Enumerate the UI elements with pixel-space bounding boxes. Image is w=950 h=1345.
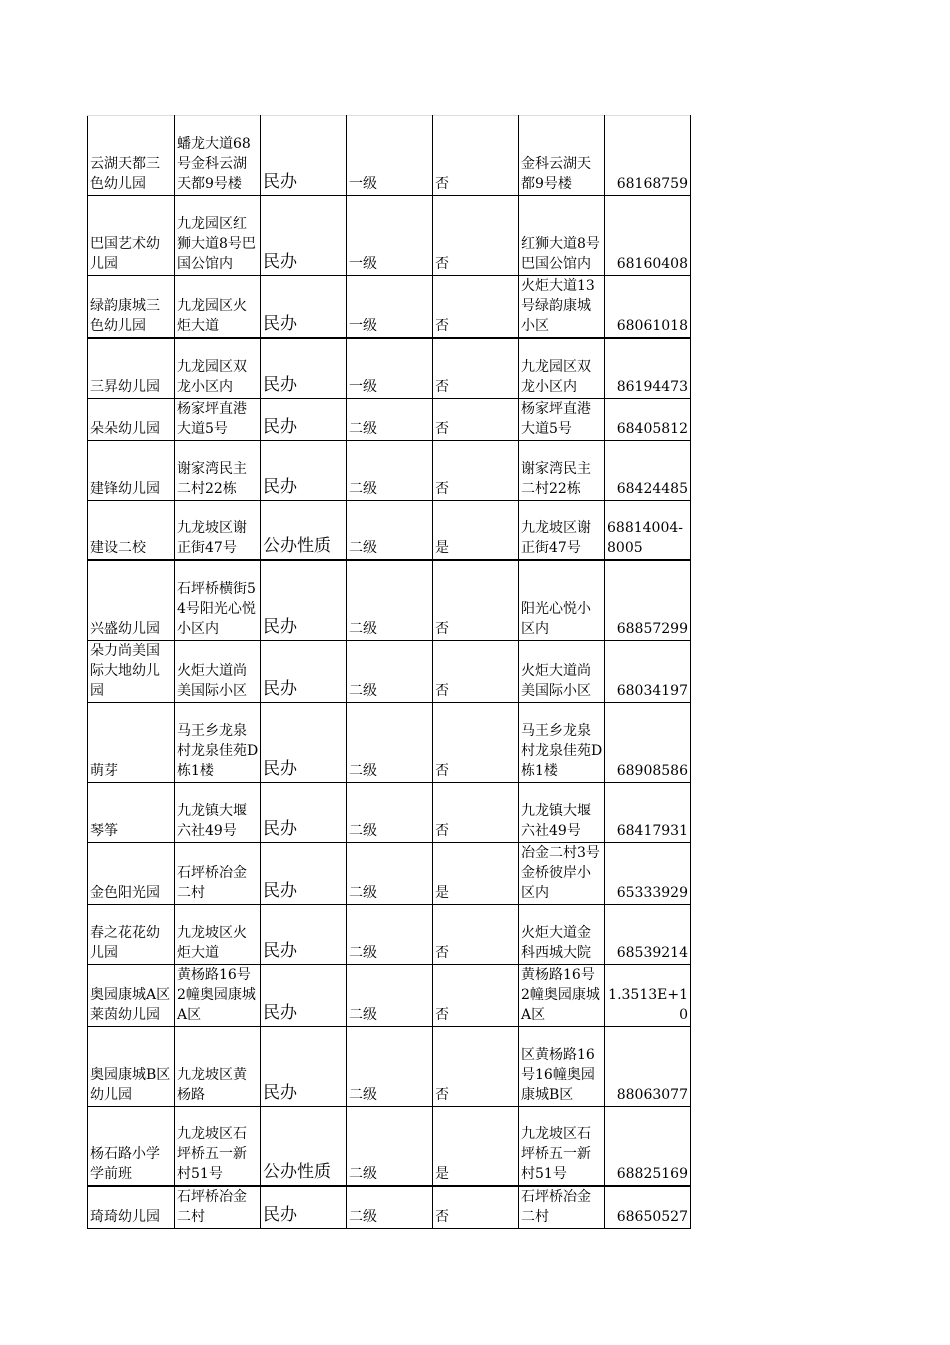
- kindergarten-name-cell: 朵朵幼儿园: [88, 398, 175, 440]
- yes-no-cell: 是: [433, 500, 519, 560]
- ownership-type-cell: 民办: [261, 276, 347, 339]
- ownership-type-cell: 公办性质: [261, 500, 347, 560]
- address-cell: 九龙坡区谢正街47号: [175, 500, 261, 560]
- kindergarten-name-cell: 奥园康城B区幼儿园: [88, 1026, 175, 1106]
- table-row: [88, 116, 691, 196]
- table-row: [88, 842, 691, 904]
- location-cell: 红狮大道8号巴国公馆内: [519, 196, 605, 276]
- yes-no-cell: 否: [433, 276, 519, 339]
- kindergarten-name-cell: 奥园康城A区莱茵幼儿园: [88, 964, 175, 1026]
- location-cell: 火炬大道金科西城大院: [519, 904, 605, 964]
- ownership-type-cell: 民办: [261, 782, 347, 842]
- grade-level-cell: 二级: [347, 560, 433, 640]
- location-cell: 九龙镇大堰六社49号: [519, 782, 605, 842]
- kindergarten-table: [87, 115, 691, 1229]
- location-cell: 金科云湖天都9号楼: [519, 116, 605, 196]
- table-row: [88, 338, 691, 398]
- phone-cell: 68417931: [605, 782, 691, 842]
- phone-cell: 68405812: [605, 398, 691, 440]
- yes-no-cell: 否: [433, 904, 519, 964]
- address-cell: 石坪桥冶金二村: [175, 842, 261, 904]
- table-row: [88, 1026, 691, 1106]
- location-cell: 火炬大道尚美国际小区: [519, 640, 605, 702]
- phone-cell: 68168759: [605, 116, 691, 196]
- ownership-type-cell: 民办: [261, 842, 347, 904]
- grade-level-cell: 二级: [347, 1026, 433, 1106]
- ownership-type-cell: 民办: [261, 338, 347, 398]
- grade-level-cell: 二级: [347, 702, 433, 782]
- grade-level-cell: 二级: [347, 904, 433, 964]
- address-cell: 石坪桥冶金二村: [175, 1186, 261, 1229]
- grade-level-cell: 一级: [347, 338, 433, 398]
- address-cell: 杨家坪直港大道5号: [175, 398, 261, 440]
- yes-no-cell: 否: [433, 1026, 519, 1106]
- phone-cell: 68814004-8005: [605, 500, 691, 560]
- table-row: [88, 1106, 691, 1186]
- address-cell: 马王乡龙泉村龙泉佳苑D栋1楼: [175, 702, 261, 782]
- kindergarten-name-cell: 兴盛幼儿园: [88, 560, 175, 640]
- location-cell: 火炬大道13号绿韵康城小区: [519, 276, 605, 339]
- yes-no-cell: 否: [433, 1186, 519, 1229]
- yes-no-cell: 是: [433, 1106, 519, 1186]
- address-cell: 谢家湾民主二村22栋: [175, 440, 261, 500]
- phone-cell: 68825169: [605, 1106, 691, 1186]
- ownership-type-cell: 公办性质: [261, 1106, 347, 1186]
- address-cell: 火炬大道尚美国际小区: [175, 640, 261, 702]
- table-row: [88, 500, 691, 560]
- phone-cell: 1.3513E+10: [605, 964, 691, 1026]
- kindergarten-name-cell: 杨石路小学学前班: [88, 1106, 175, 1186]
- address-cell: 九龙坡区黄杨路: [175, 1026, 261, 1106]
- kindergarten-name-cell: 金色阳光园: [88, 842, 175, 904]
- yes-no-cell: 否: [433, 640, 519, 702]
- grade-level-cell: 二级: [347, 1186, 433, 1229]
- address-cell: 石坪桥横街54号阳光心悦小区内: [175, 560, 261, 640]
- location-cell: 九龙园区双龙小区内: [519, 338, 605, 398]
- ownership-type-cell: 民办: [261, 640, 347, 702]
- ownership-type-cell: 民办: [261, 196, 347, 276]
- phone-cell: 86194473: [605, 338, 691, 398]
- address-cell: 九龙园区火炬大道: [175, 276, 261, 339]
- yes-no-cell: 否: [433, 116, 519, 196]
- table-row: [88, 640, 691, 702]
- yes-no-cell: 否: [433, 560, 519, 640]
- address-cell: 九龙镇大堰六社49号: [175, 782, 261, 842]
- kindergarten-name-cell: 建设二校: [88, 500, 175, 560]
- table-row: [88, 964, 691, 1026]
- table-row: [88, 904, 691, 964]
- location-cell: 冶金二村3号金桥彼岸小区内: [519, 842, 605, 904]
- yes-no-cell: 否: [433, 398, 519, 440]
- yes-no-cell: 否: [433, 702, 519, 782]
- location-cell: 黄杨路16号2幢奥园康城A区: [519, 964, 605, 1026]
- table-row: [88, 560, 691, 640]
- grade-level-cell: 一级: [347, 116, 433, 196]
- table-row: [88, 440, 691, 500]
- location-cell: 阳光心悦小区内: [519, 560, 605, 640]
- grade-level-cell: 二级: [347, 640, 433, 702]
- ownership-type-cell: 民办: [261, 1026, 347, 1106]
- table-body: [88, 116, 691, 1229]
- address-cell: 九龙园区红狮大道8号巴国公馆内: [175, 196, 261, 276]
- kindergarten-name-cell: 春之花花幼儿园: [88, 904, 175, 964]
- yes-no-cell: 否: [433, 338, 519, 398]
- grade-level-cell: 二级: [347, 440, 433, 500]
- grade-level-cell: 二级: [347, 1106, 433, 1186]
- location-cell: 九龙坡区谢正街47号: [519, 500, 605, 560]
- phone-cell: 65333929: [605, 842, 691, 904]
- yes-no-cell: 否: [433, 782, 519, 842]
- phone-cell: 68424485: [605, 440, 691, 500]
- kindergarten-name-cell: 云湖天都三色幼儿园: [88, 116, 175, 196]
- phone-cell: 68857299: [605, 560, 691, 640]
- location-cell: 马王乡龙泉村龙泉佳苑D栋1楼: [519, 702, 605, 782]
- phone-cell: 68034197: [605, 640, 691, 702]
- grade-level-cell: 二级: [347, 964, 433, 1026]
- phone-cell: 68539214: [605, 904, 691, 964]
- kindergarten-name-cell: 萌芽: [88, 702, 175, 782]
- kindergarten-name-cell: 三昇幼儿园: [88, 338, 175, 398]
- address-cell: 九龙坡区石坪桥五一新村51号: [175, 1106, 261, 1186]
- table-row: [88, 782, 691, 842]
- ownership-type-cell: 民办: [261, 964, 347, 1026]
- ownership-type-cell: 民办: [261, 904, 347, 964]
- kindergarten-name-cell: 朵力尚美国际大地幼儿园: [88, 640, 175, 702]
- table-row: [88, 1186, 691, 1229]
- kindergarten-name-cell: 琴筝: [88, 782, 175, 842]
- phone-cell: 68908586: [605, 702, 691, 782]
- yes-no-cell: 否: [433, 964, 519, 1026]
- yes-no-cell: 否: [433, 196, 519, 276]
- table-row: [88, 398, 691, 440]
- ownership-type-cell: 民办: [261, 1186, 347, 1229]
- ownership-type-cell: 民办: [261, 560, 347, 640]
- table-row: [88, 702, 691, 782]
- table-row: [88, 196, 691, 276]
- ownership-type-cell: 民办: [261, 116, 347, 196]
- address-cell: 黄杨路16号2幢奥园康城A区: [175, 964, 261, 1026]
- address-cell: 九龙园区双龙小区内: [175, 338, 261, 398]
- yes-no-cell: 是: [433, 842, 519, 904]
- phone-cell: 88063077: [605, 1026, 691, 1106]
- location-cell: 九龙坡区石坪桥五一新村51号: [519, 1106, 605, 1186]
- grade-level-cell: 一级: [347, 276, 433, 339]
- grade-level-cell: 二级: [347, 500, 433, 560]
- kindergarten-name-cell: 建锋幼儿园: [88, 440, 175, 500]
- phone-cell: 68650527: [605, 1186, 691, 1229]
- kindergarten-name-cell: 绿韵康城三色幼儿园: [88, 276, 175, 339]
- yes-no-cell: 否: [433, 440, 519, 500]
- phone-cell: 68061018: [605, 276, 691, 339]
- address-cell: 九龙坡区火炬大道: [175, 904, 261, 964]
- kindergarten-name-cell: 巴国艺术幼儿园: [88, 196, 175, 276]
- location-cell: 谢家湾民主二村22栋: [519, 440, 605, 500]
- table-row: [88, 276, 691, 339]
- location-cell: 石坪桥冶金二村: [519, 1186, 605, 1229]
- address-cell: 蟠龙大道68号金科云湖天都9号楼: [175, 116, 261, 196]
- ownership-type-cell: 民办: [261, 702, 347, 782]
- location-cell: 杨家坪直港大道5号: [519, 398, 605, 440]
- ownership-type-cell: 民办: [261, 440, 347, 500]
- kindergarten-name-cell: 琦琦幼儿园: [88, 1186, 175, 1229]
- ownership-type-cell: 民办: [261, 398, 347, 440]
- grade-level-cell: 二级: [347, 398, 433, 440]
- phone-cell: 68160408: [605, 196, 691, 276]
- grade-level-cell: 一级: [347, 196, 433, 276]
- location-cell: 区黄杨路16号16幢奥园康城B区: [519, 1026, 605, 1106]
- grade-level-cell: 二级: [347, 842, 433, 904]
- grade-level-cell: 二级: [347, 782, 433, 842]
